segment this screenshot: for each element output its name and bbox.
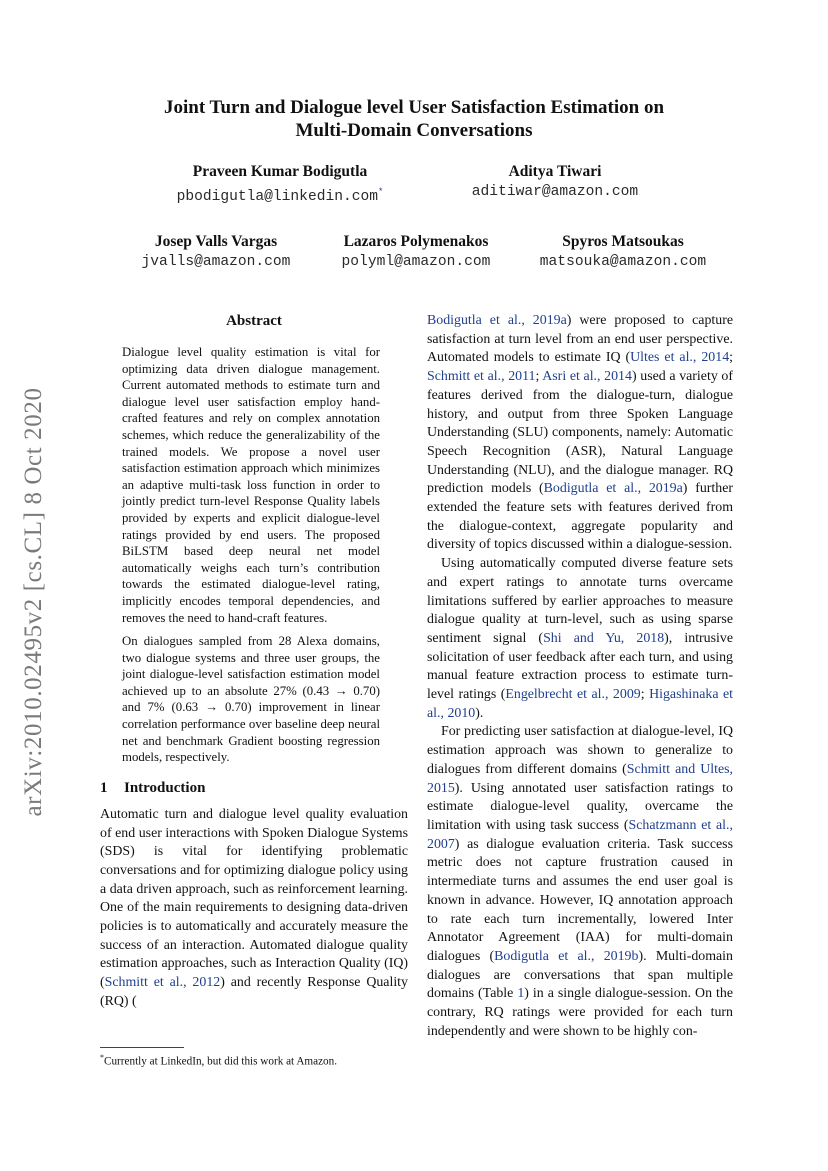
body-text: ) as dialogue evaluation criteria. Task success metric does not capture frustration caused in intermediate turns and assumes the end user goal is known in advance. However, IQ annotation approach to rate each turn incrementally, lowered Inter Annotator Agreement (IAA) for multi-domain dialogues (	[427, 836, 733, 964]
author-block	[516, 232, 730, 272]
footnote-text: Currently at LinkedIn, but did this work at Amazon.	[104, 1055, 338, 1068]
section-title: Introduction	[124, 779, 206, 796]
author-name: Aditya Tiwari	[508, 163, 602, 180]
footnote-mark: *	[100, 1053, 104, 1062]
footnote-mark[interactable]: *	[378, 187, 384, 197]
author-name: Josep Valls Vargas	[154, 233, 278, 250]
body-text: Automatic turn and dialogue level quality evaluation of end user interactions with Spoken Dialogue Systems (SDS) is vital for identifying problematic conversations and for optimizing dialogue policy using a data driven approach, such as reinforcement learning. One of the main requirements to designing data-driven policies is to automatically and accurately measure the success of an interaction. Automated dialogue quality estimation approaches, such as Interaction Quality (IQ) (	[100, 806, 408, 991]
citation-link[interactable]: Bodigutla et al., 2019a	[427, 313, 567, 328]
citation-link[interactable]: Schmitt et al., 2012	[104, 975, 221, 991]
author-email[interactable]: jvalls@amazon.com	[141, 254, 291, 270]
body-text: ) were proposed to capture satisfaction at turn level from an end user perspective. Automated models to estimate IQ (	[427, 313, 733, 366]
section-number: 1	[100, 779, 108, 796]
left-column	[100, 312, 408, 1012]
author-block	[432, 162, 678, 202]
section-heading	[100, 779, 408, 797]
author-name: Lazaros Polymenakos	[343, 233, 489, 250]
author-block	[106, 232, 326, 272]
body-text: ), intrusive solicitation of user feedback after each turn, and using manual feature extraction process to estimate turn-level ratings (	[427, 630, 733, 703]
footnote-divider	[100, 1047, 184, 1048]
citation-link[interactable]: Schatzmann et al., 2007	[427, 817, 733, 852]
body-text: ;	[729, 350, 733, 366]
author-email[interactable]: matsouka@amazon.com	[539, 254, 707, 270]
citation-link[interactable]: Schmitt and Ultes, 2015	[427, 761, 734, 796]
body-text: For predicting user satisfaction at dialogue-level, IQ estimation approach was shown to generalize to dialogues from different domains (	[427, 724, 733, 777]
paper-title	[100, 96, 728, 142]
title-line-1: Joint Turn and Dialogue level User Satisfaction Estimation on	[163, 97, 665, 118]
arxiv-id-text: arXiv:2010.02495v2 [cs.CL] 8 Oct 2020	[20, 387, 47, 817]
abstract-paragraph: On dialogues sampled from 28 Alexa domains, two dialogue systems and three user groups, the joint dialogue-level satisfaction estimation model achieved up to an absolute 27% (0.43 → 0.70) and 7% (0.63 → 0.70) improvement in linear correlation performance over baseline deep neural net and benchmark Gradient boosting regression models, respectively.	[122, 634, 380, 765]
arxiv-sidebar-stamp	[14, 372, 54, 832]
author-email[interactable]: aditiwar@amazon.com	[471, 184, 639, 200]
body-text: ) and recently Response Quality (RQ) (	[100, 975, 408, 1009]
author-block	[316, 232, 516, 272]
citation-link[interactable]: Schmitt et al., 2011	[427, 369, 536, 385]
intro-paragraph-1	[100, 806, 408, 1012]
author-email[interactable]: pbodigutla@linkedin.com	[176, 188, 379, 205]
citation-link[interactable]: Asri et al., 2014	[542, 369, 632, 385]
author-name: Spyros Matsoukas	[562, 233, 684, 250]
citation-link[interactable]: Engelbrecht et al., 2009	[505, 687, 641, 703]
body-text: Using automatically computed diverse feature sets and expert ratings to annotate turns overcame limitations suffered by earlier approaches to measure dialogue quality at turn-level, such as using sparse sentiment signal (	[427, 556, 733, 646]
body-text: ).	[475, 705, 484, 721]
abstract-paragraph: Dialogue level quality estimation is vital for optimizing data driven dialogue management. Current automated methods to estimate turn and dialogue level user satisfaction employ hand-crafted features and rely on complex annotation schemes, which reduce the generalizability of the trained models. We propose a novel user satisfaction estimation approach which minimizes an adaptive multi-task loss function in order to jointly predict turn-level Response Quality labels provided by experts and explicit dialogue-level ratings provided by end users. The proposed BiLSTM based deep neural net model automatically weighs each turn’s contribution towards the estimated dialogue-level rating, implicitly encodes temporal dependencies, and removes the need to hand-craft features.	[122, 345, 380, 625]
table-reference-link[interactable]: 1	[517, 986, 525, 1002]
title-line-2: Multi-Domain Conversations	[295, 120, 533, 141]
intro-paragraph-3	[427, 723, 733, 1041]
author-block	[130, 162, 430, 207]
body-text: ) used a variety of features derived from the dialogue-turn, dialogue history, and output from three Spoken Language Understanding (SLU) components, namely: Automatic Speech Recognition (ASR), Natural Language Understanding (NLU), and the dialogue manager. RQ prediction models (	[427, 369, 733, 497]
right-column	[427, 312, 733, 1041]
footnote	[100, 1051, 408, 1069]
body-text: ). Using annotated user satisfaction ratings to estimate dialogue-level quality, overcame the limitation with using task success (	[427, 780, 733, 833]
body-text: ;	[640, 687, 650, 703]
intro-paragraph-2	[427, 555, 733, 723]
citation-link[interactable]: Bodigutla et al., 2019a	[543, 481, 683, 497]
intro-paragraph-1-continued	[427, 312, 733, 555]
author-email-line	[130, 182, 430, 207]
body-text: ) further extended the feature sets with features derived from the dialogue-context, aggregate popularity and diversity of topics discussed within a dialogue-session.	[427, 481, 734, 553]
body-text: ). Multi-domain dialogues are conversations that span multiple domains (Table	[427, 948, 733, 1002]
citation-link[interactable]: Shi and Yu, 2018	[543, 630, 665, 646]
citation-link[interactable]: Ultes et al., 2014	[630, 350, 730, 366]
author-name: Praveen Kumar Bodigutla	[192, 163, 368, 180]
citation-link[interactable]: Higashinaka et al., 2010	[427, 687, 733, 721]
abstract-heading: Abstract	[226, 313, 282, 329]
body-text: ) in a single dialogue-session. On the contrary, RQ ratings were provided for each turn independently and were shown to be highly con-	[427, 986, 733, 1039]
body-text: ;	[535, 369, 543, 385]
citation-link[interactable]: Bodigutla et al., 2019b	[494, 948, 639, 964]
author-email[interactable]: polyml@amazon.com	[341, 254, 491, 270]
